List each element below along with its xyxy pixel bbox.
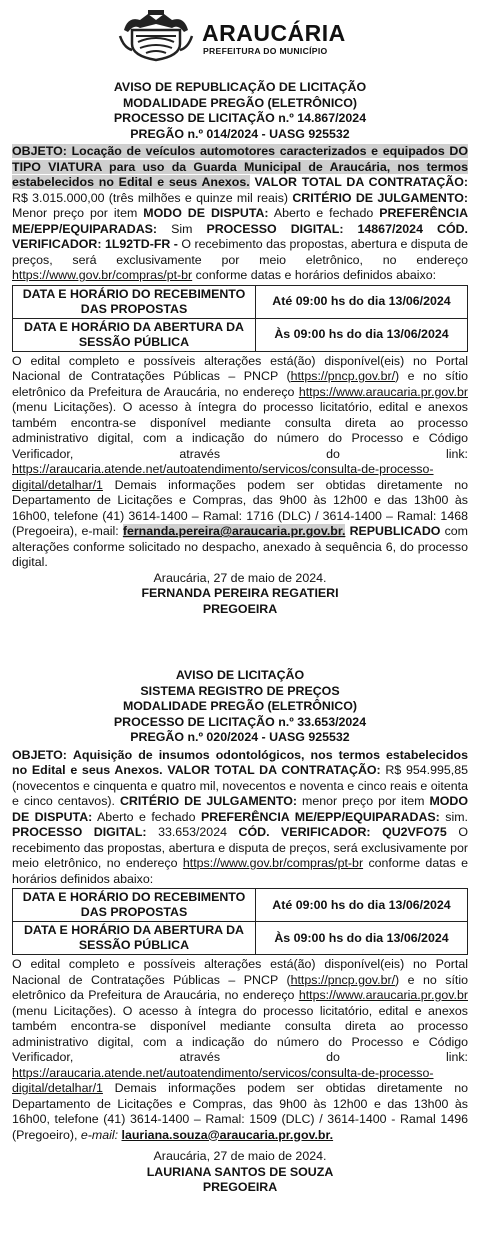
signer-name: FERNANDA PEREIRA REGATIERI	[141, 586, 339, 600]
email-link[interactable]: lauriana.souza@araucaria.pr.gov.br.	[121, 1127, 334, 1142]
notice-paragraph: O edital completo e possíveis alterações está(ão) disponível(eis) no Portal Nacional de Contratações Públicas – PNCP (https://pncp.gov.br/) e no sítio eletrônico da Prefeitura de Araucária, no endereço https://www.araucaria.pr.gov.br (menu Licitações). O acesso à íntegra do processo licitatório, edital e anexos também encontra-se disponível mediante consulta direta ao processo administrativo digital, com a indicação do número do Processo e Código Verificador, através do link: https://araucaria.atende.net/autoatendimento/servicos/consulta-de-processo-digital/detalhar/1 Demais informações podem ser obtidas diretamente no Departamento de Licitações e Compras, das 9h00 às 12h00 e das 13h00 às 16h00, telefone (41) 3614-1400 – Ramal: 1509 (DLC) / 3614-1400 - Ramal 1496 (Pregoeiro), e-mail: lauriana.souza@araucaria.pr.gov.br.	[12, 957, 468, 1142]
processo-digital-link[interactable]: https://araucaria.atende.net/autoatendimento/servicos/consulta-de-processo-digital/detalhar/1	[12, 1065, 434, 1095]
notice-paragraph: O edital completo e possíveis alterações está(ão) disponível(eis) no Portal Nacional de Contratações Públicas – PNCP (https://pncp.gov.br/) e no sítio eletrônico da Prefeitura de Araucária, no endereço https://www.araucaria.pr.gov.br (menu Licitações). O acesso à íntegra do processo licitatório, edital e anexos também encontra-se disponível mediante consulta direta ao processo administrativo digital, com a indicação do número do Processo e Código Verificador, através do link: https://araucaria.atende.net/autoatendimento/servicos/consulta-de-processo-digital/detalhar/1 Demais informações podem ser obtidas diretamente no Departamento de Licitações e Compras, das 9h00 às 12h00 e das 13h00 às 16h00, telefone (41) 3614-1400 – Ramal: 1716 (DLC) / 3614-1400 – Ramal: 1468 (Pregoeira), e-mail: fernanda.pereira@araucaria.pr.gov.br. REPUBLICADO com alterações conforme solicitado no despacho, anexado à sequência 6, do processo digital.	[12, 353, 468, 569]
date-line: Araucária, 27 de maio de 2024.	[153, 570, 327, 585]
notice-title: AVISO DE REPUBLICAÇÃO DE LICITAÇÃO MODALIDADE PREGÃO (ELETRÔNICO) PROCESSO DE LICITAÇÃO n.º 14.867/2024 PREGÃO n.º 014/2024 - UASG 925532	[113, 80, 367, 141]
signer-role: PREGOEIRA	[202, 1180, 278, 1194]
notice-republicacao	[12, 80, 468, 617]
table-row: DATA E HORÁRIO DA ABERTURA DA SESSÃO PÚBLICA Às 09:00 hs do dia 13/06/2024	[13, 318, 468, 351]
processo-digital-link[interactable]: https://araucaria.atende.net/autoatendimento/servicos/consulta-de-processo-digital/detalhar/1	[12, 462, 434, 492]
signer-name: LAURIANA SANTOS DE SOUZA	[146, 1164, 334, 1179]
table-row: DATA E HORÁRIO DA ABERTURA DA SESSÃO PÚBLICA Às 09:00 hs do dia 13/06/2024	[13, 922, 468, 955]
brand-name: ARAUCÁRIA	[202, 20, 346, 46]
notice-title: AVISO DE LICITAÇÃO SISTEMA REGISTRO DE PREÇOS MODALIDADE PREGÃO (ELETRÔNICO) PROCESSO DE LICITAÇÃO n.º 33.653/2024 PREGÃO n.º 020/2024 - UASG 925532	[113, 668, 367, 744]
compras-link[interactable]: https://www.gov.br/compras/pt-br	[182, 856, 364, 870]
date-line: Araucária, 27 de maio de 2024.	[153, 1149, 327, 1163]
araucaria-site-link[interactable]: https://www.araucaria.pr.gov.br	[298, 988, 468, 1002]
notice-paragraph: OBJETO: Locação de veículos automotores caracterizados e equipados DO TIPO VIATURA para uso da Guarda Municipal de Araucária, nos termos estabelecidos no Edital e seus Anexos. VALOR TOTAL DA CONTRATAÇÃO: R$ 3.015.000,00 (três milhões e quinze mil reais) CRITÉRIO DE JULGAMENTO: Menor preço por item MODO DE DISPUTA: Aberto e fechado PREFERÊNCIA ME/EPP/EQUIPARADAS: Sim PROCESSO DIGITAL: 14867/2024 CÓD. VERIFICADOR: 1L92TD-FR - O recebimento das propostas, abertura e disputa de preços, será exclusivamente por meio eletrônico, no endereço https://www.gov.br/compras/pt-br conforme datas e horários definidos abaixo:	[12, 144, 469, 282]
schedule-table	[12, 285, 468, 352]
table-row: DATA E HORÁRIO DO RECEBIMENTO DAS PROPOSTAS Até 09:00 hs do dia 13/06/2024	[13, 889, 468, 922]
pncp-link[interactable]: https://pncp.gov.br/	[290, 369, 396, 383]
pncp-link[interactable]: https://pncp.gov.br/	[290, 972, 396, 987]
coat-of-arms-icon	[118, 10, 194, 62]
schedule-table	[12, 888, 468, 955]
araucaria-site-link[interactable]: https://www.araucaria.pr.gov.br	[298, 384, 468, 399]
notice-licitacao	[12, 668, 468, 1196]
table-row: DATA E HORÁRIO DO RECEBIMENTO DAS PROPOSTAS Até 09:00 hs do dia 13/06/2024	[13, 285, 468, 318]
header-logo	[118, 8, 370, 66]
email-link[interactable]: fernanda.pereira@araucaria.pr.gov.br.	[122, 524, 346, 538]
compras-link[interactable]: https://www.gov.br/compras/pt-br	[12, 268, 193, 282]
brand-subtitle: PREFEITURA DO MUNICÍPIO	[203, 46, 328, 56]
notice-paragraph: OBJETO: Aquisição de insumos odontológicos, nos termos estabelecidos no Edital e seus Anexos. VALOR TOTAL DA CONTRATAÇÃO: R$ 954.995,85 (novecentos e cinquenta e quatro mil, novecentos e noventa e cinco reais e oitenta e cinco centavos). CRITÉRIO DE JULGAMENTO: menor preço por item MODO DE DISPUTA: Aberto e fechado PREFERÊNCIA ME/EPP/EQUIPARADAS: sim. PROCESSO DIGITAL: 33.653/2024 CÓD. VERIFICADOR: QU2VFO75 O recebimento das propostas, abertura e disputa de preços, será exclusivamente por meio eletrônico, no endereço https://www.gov.br/compras/pt-br conforme datas e horários definidos abaixo:	[12, 747, 468, 886]
signer-role: PREGOEIRA	[202, 601, 278, 616]
